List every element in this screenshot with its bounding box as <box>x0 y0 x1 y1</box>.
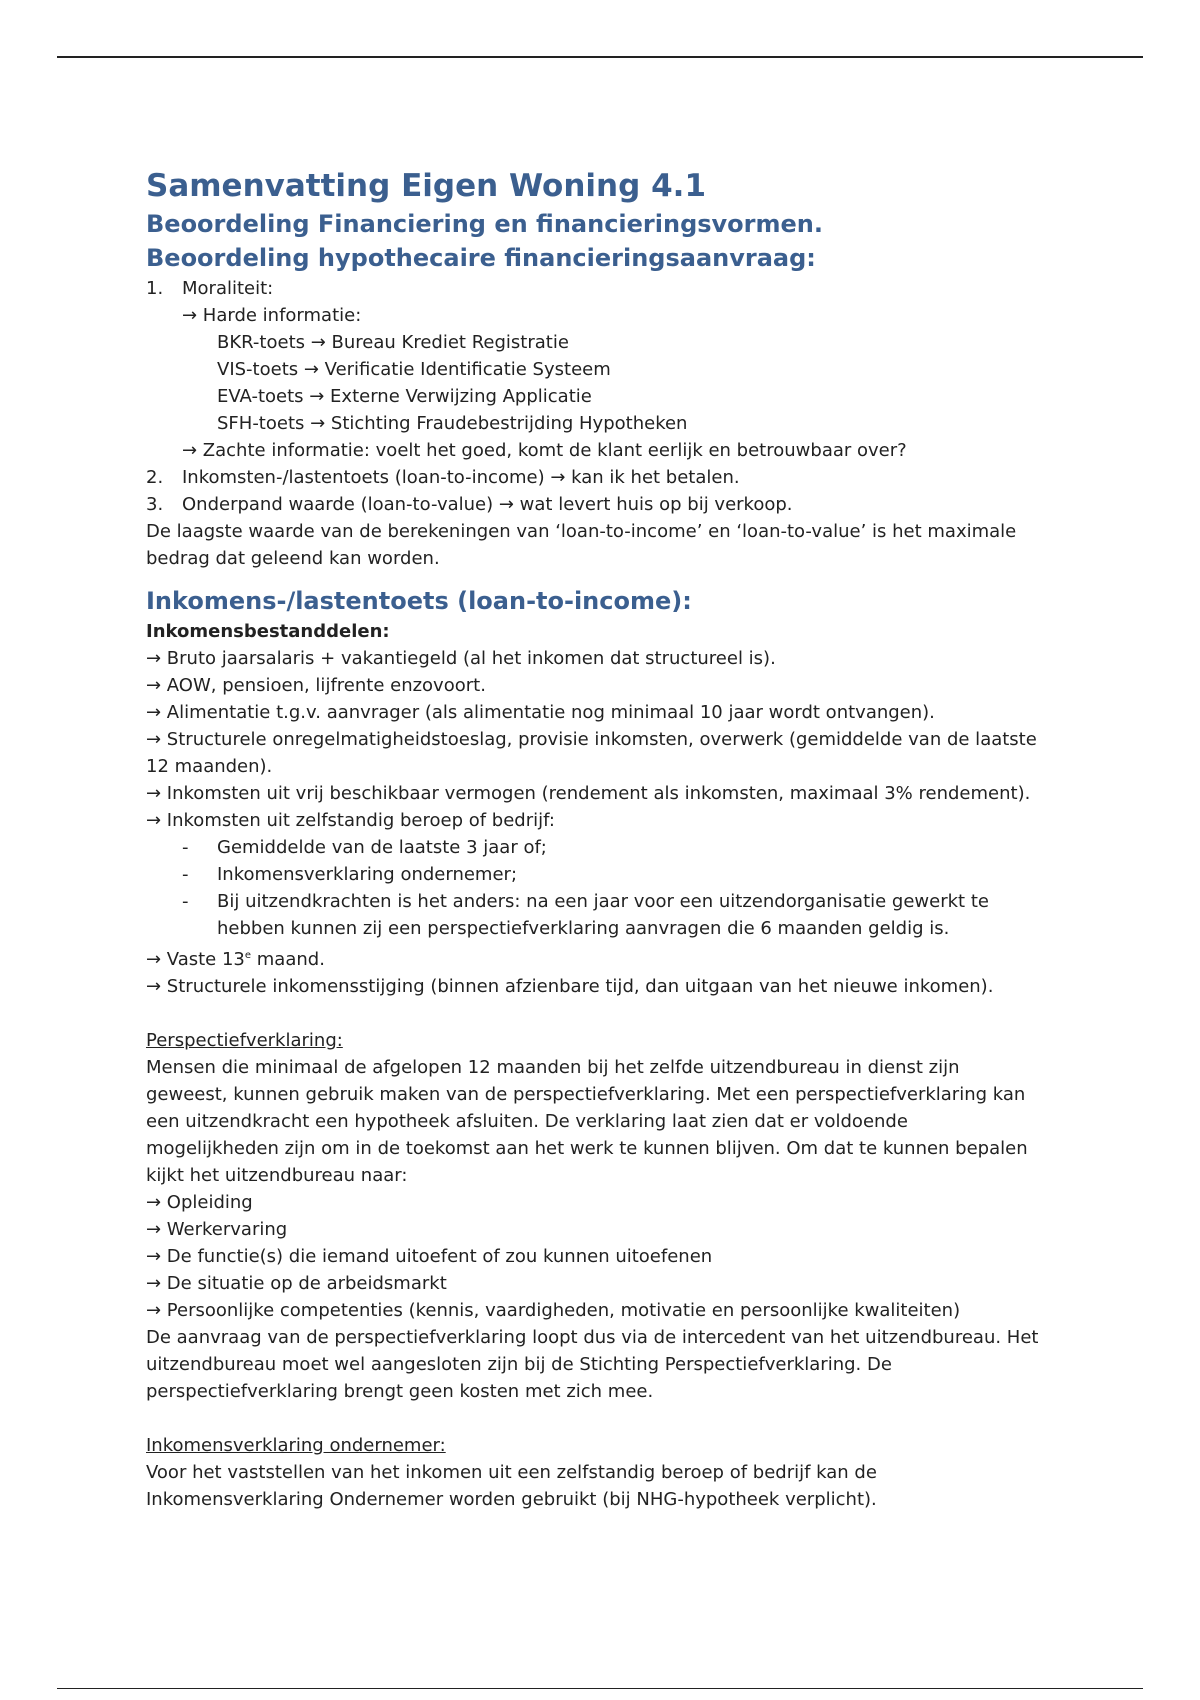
dash-bullet: - <box>182 864 189 885</box>
document-title: Samenvatting Eigen Woning 4.1 <box>146 168 707 204</box>
arrow-item: → De functie(s) die iemand uitoefent of zou kunnen uitoefenen <box>146 1246 713 1267</box>
arrow-item: → Bruto jaarsalaris + vakantiegeld (al het inkomen dat structureel is). <box>146 648 776 669</box>
summary-note: De laagste waarde van de berekeningen van ‘loan-to-income’ en ‘loan-to-value’ is het maximale bedrag dat geleend kan worden. <box>146 521 1017 569</box>
item-number: 2. <box>146 467 164 488</box>
item-number: 1. <box>146 278 164 299</box>
bold-label: Inkomensbestanddelen: <box>146 621 390 642</box>
item-label: Inkomsten-/lastentoets (loan-to-income) → kan ik het betalen. <box>182 467 740 488</box>
month-prefix: → Vaste 13 <box>146 949 245 970</box>
section-loan-to-income <box>146 618 1046 1513</box>
month-suffix: maand. <box>251 949 325 970</box>
section-heading-beoordeling: Beoordeling hypothecaire financieringsaanvraag: <box>146 244 816 272</box>
hard-info-label: → Harde informatie: <box>182 305 362 326</box>
arrow-item: → Inkomsten uit vrij beschikbaar vermogen (rendement als inkomsten, maximaal 3% rendement). <box>146 783 1031 804</box>
dash-bullet: - <box>182 837 189 858</box>
arrow-item: → De situatie op de arbeidsmarkt <box>146 1273 447 1294</box>
toets-line: BKR-toets → Bureau Krediet Registratie <box>217 332 569 353</box>
section-heading-loan-to-income: Inkomens-/lastentoets (loan-to-income): <box>146 587 692 615</box>
arrow-item: → Opleiding <box>146 1192 253 1213</box>
soft-info-label: → Zachte informatie: voelt het goed, komt de klant eerlijk en betrouwbaar over? <box>182 440 907 461</box>
document-subtitle: Beoordeling Financiering en financieringsvormen. <box>146 210 823 238</box>
ondernemer-paragraph: Voor het vaststellen van het inkomen uit een zelfstandig beroep of bedrijf kan de Inkomensverklaring Ondernemer worden gebruikt (bij NHG-hypotheek verplicht). <box>146 1462 877 1510</box>
numbered-item <box>146 464 1046 491</box>
document-body <box>146 165 1046 1513</box>
dash-bullet: - <box>182 891 189 912</box>
arrow-item: → Werkervaring <box>146 1219 288 1240</box>
arrow-item: → Structurele onregelmatigheidstoeslag, provisie inkomsten, overwerk (gemiddelde van de laatste 12 maanden). <box>146 729 1037 777</box>
header-rule <box>57 56 1143 58</box>
numbered-item <box>146 275 1046 302</box>
toets-line: EVA-toets → Externe Verwijzing Applicatie <box>217 386 592 407</box>
month-superscript: e <box>244 950 252 961</box>
dash-item-text: Inkomensverklaring ondernemer; <box>217 864 518 885</box>
perspectief-paragraph: Mensen die minimaal de afgelopen 12 maanden bij het zelfde uitzendbureau in dienst zijn geweest, kunnen gebruik maken van de perspectiefverklaring. Met een perspectiefverklaring kan een uitzendkracht een hypotheek afsluiten. De verklaring laat zien dat er voldoende mogelijkheden zijn om in de toekomst aan het werk te kunnen blijven. Om dat te kunnen bepalen kijkt het uitzendbureau naar: <box>146 1057 1028 1186</box>
dash-item-text: Bij uitzendkrachten is het anders: na een jaar voor een uitzendorganisatie gewerkt te hebben kunnen zij een perspectiefverklaring aanvragen die 6 maanden geldig is. <box>217 891 989 939</box>
footer-rule <box>57 1688 1143 1689</box>
arrow-item: → Persoonlijke competenties (kennis, vaardigheden, motivatie en persoonlijke kwaliteiten) <box>146 1300 961 1321</box>
dash-item-text: Gemiddelde van de laatste 3 jaar of; <box>217 837 547 858</box>
dash-item <box>146 861 1046 888</box>
toets-line: SFH-toets → Stichting Fraudebestrijding Hypotheken <box>217 413 688 434</box>
arrow-item: → Alimentatie t.g.v. aanvrager (als alimentatie nog minimaal 10 jaar wordt ontvangen). <box>146 702 935 723</box>
dash-item <box>146 888 1046 942</box>
perspectief-heading: Perspectiefverklaring: <box>146 1030 343 1051</box>
arrow-item: → AOW, pensioen, lijfrente enzovoort. <box>146 675 486 696</box>
numbered-item <box>146 491 1046 518</box>
section-beoordeling <box>146 275 1046 572</box>
arrow-item: → Structurele inkomensstijging (binnen afzienbare tijd, dan uitgaan van het nieuwe inkomen). <box>146 976 994 997</box>
dash-item <box>146 834 1046 861</box>
toets-line: VIS-toets → Verificatie Identificatie Systeem <box>217 359 611 380</box>
item-number: 3. <box>146 494 164 515</box>
ondernemer-heading: Inkomensverklaring ondernemer: <box>146 1435 446 1456</box>
perspectief-paragraph-2: De aanvraag van de perspectiefverklaring loopt dus via de intercedent van het uitzendbureau. Het uitzendbureau moet wel aangesloten zijn bij de Stichting Perspectiefverklaring. De perspectiefverklaring brengt geen kosten met zich mee. <box>146 1327 1039 1402</box>
item-label: Onderpand waarde (loan-to-value) → wat levert huis op bij verkoop. <box>182 494 793 515</box>
item-label: Moraliteit: <box>182 278 274 299</box>
arrow-item: → Inkomsten uit zelfstandig beroep of bedrijf: <box>146 810 555 831</box>
arrow-item-13e-maand <box>146 942 1046 973</box>
